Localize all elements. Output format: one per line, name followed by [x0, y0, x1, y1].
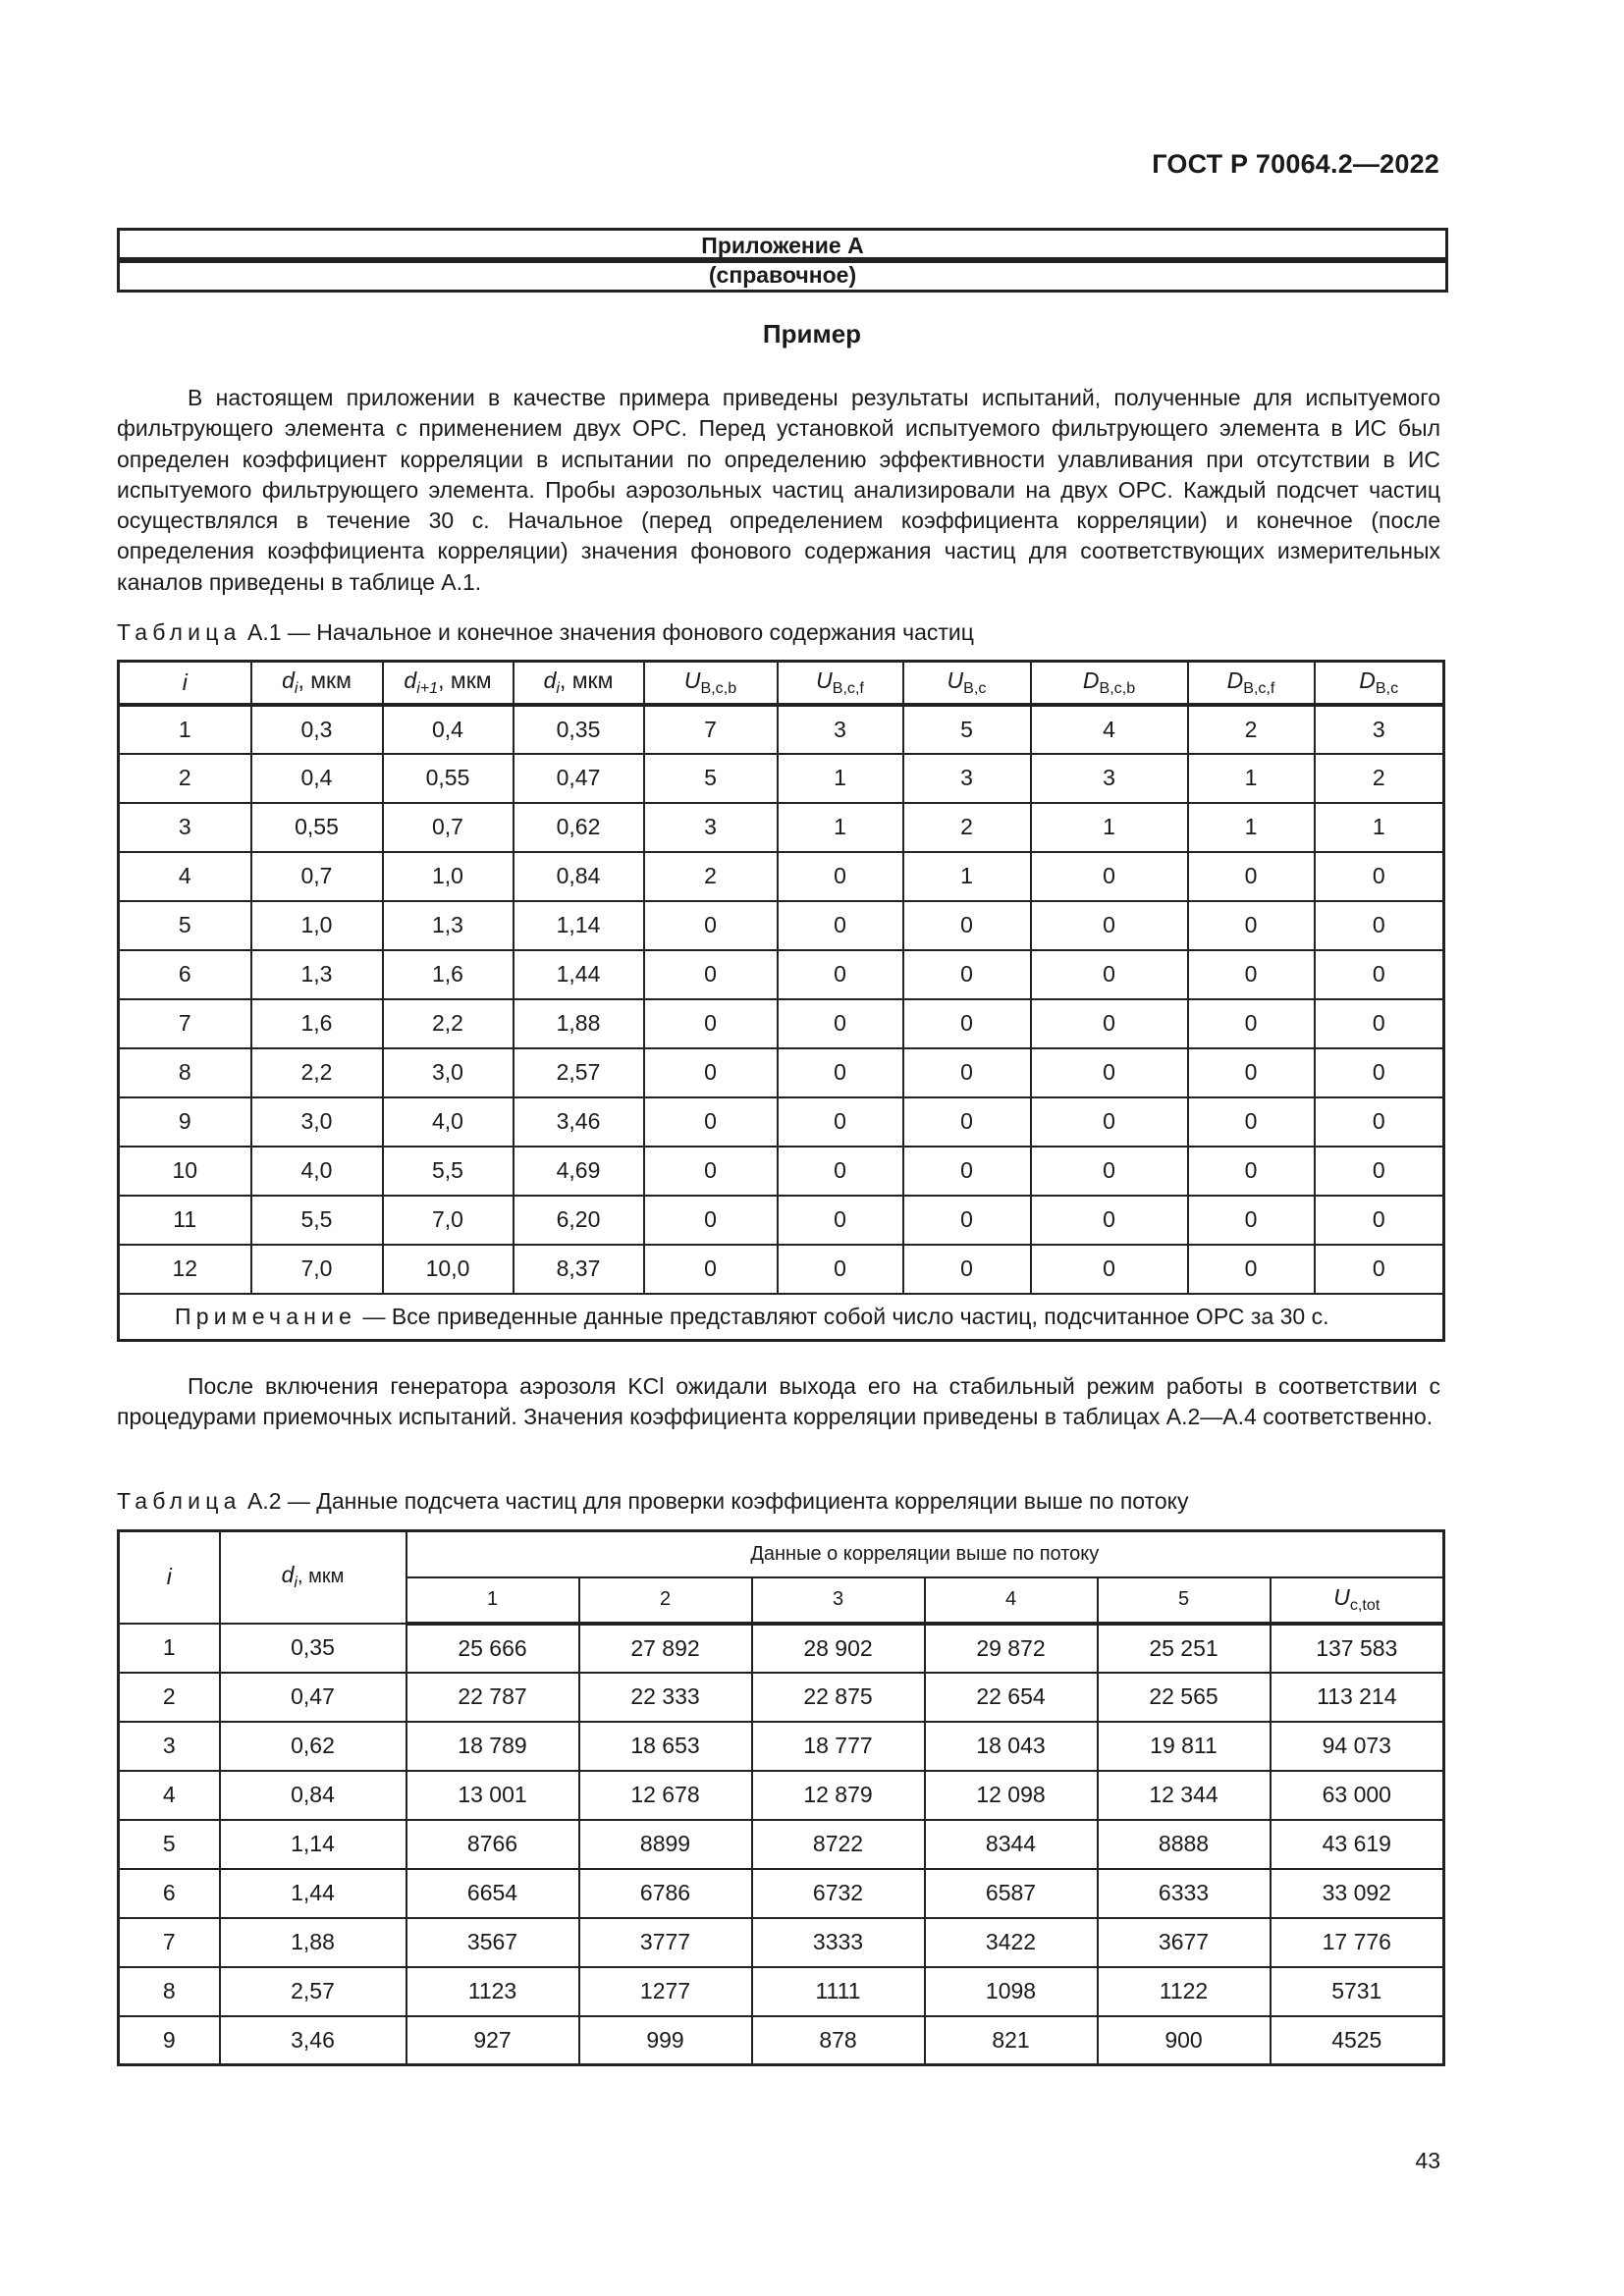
table2-cell: 4525 [1271, 2016, 1444, 2065]
table2-cell: 18 789 [406, 1722, 579, 1771]
table1-header-row [119, 662, 1444, 705]
table1-row [119, 852, 1444, 901]
table2-row [119, 1820, 1444, 1869]
table2-cell: 17 776 [1271, 1918, 1444, 1967]
table2-cell: 94 073 [1271, 1722, 1444, 1771]
table1-cell: 4 [119, 852, 251, 901]
table1-body [119, 705, 1444, 1341]
table1-cell: 0 [1188, 1147, 1315, 1196]
table2-cell: 8899 [579, 1820, 752, 1869]
table2-header-i: i [119, 1531, 220, 1624]
table1-cell: 2 [644, 852, 778, 901]
table2-cell: 0,62 [220, 1722, 406, 1771]
page-number: 43 [1415, 2148, 1440, 2173]
annex-subtitle: (справочное) [117, 257, 1448, 293]
table2-header-row-1 [119, 1531, 1444, 1577]
table2-cell: 27 892 [579, 1624, 752, 1673]
table1-cell: 6,20 [514, 1196, 644, 1245]
table2-cell: 1,14 [220, 1820, 406, 1869]
table1-header-d-bcb: $D_{B,c,b}$ [1031, 662, 1188, 705]
table1-row [119, 999, 1444, 1048]
table1-cell: 3,0 [251, 1097, 383, 1147]
table2-cell: 22 565 [1098, 1673, 1271, 1722]
table1-row [119, 754, 1444, 803]
table1-cell: 0,84 [514, 852, 644, 901]
table2-header-3: 3 [752, 1577, 925, 1624]
table2-cell: 6786 [579, 1869, 752, 1918]
table2-cell: 3777 [579, 1918, 752, 1967]
table1-row [119, 705, 1444, 754]
table2-body [119, 1624, 1444, 2065]
table-background-counts [117, 660, 1445, 1342]
table1-cell: 2,2 [383, 999, 514, 1048]
table2-header-4: 4 [925, 1577, 1098, 1624]
table2-cell: 25 666 [406, 1624, 579, 1673]
table1-cell: 0 [1031, 1196, 1188, 1245]
table1-cell: 3 [903, 754, 1031, 803]
table2-cell: 1 [119, 1624, 220, 1673]
table1-cell: 7 [119, 999, 251, 1048]
table1-row [119, 1147, 1444, 1196]
table1-cell: 2,2 [251, 1048, 383, 1097]
table2-cell: 18 777 [752, 1722, 925, 1771]
paragraph-generator: После включения генератора аэрозоля KCl ожидали выхода его на стабильный режим работы в соответствии с процедурами приемочных испытаний. Значения коэффициента корреляции приведены в таблицах А.2—А.4 соответственно. [117, 1373, 1440, 1430]
table1-caption [117, 617, 974, 647]
table1-header-d-mean: $d_i$, мкм [514, 662, 644, 705]
table2-cell: 3333 [752, 1918, 925, 1967]
table1-cell: 0 [1031, 852, 1188, 901]
table2-cell: 4 [119, 1771, 220, 1820]
table1-cell: 4,0 [251, 1147, 383, 1196]
table1-cell: 7 [644, 705, 778, 754]
table1-cell: 0 [1315, 1097, 1444, 1147]
table1-header-i: i [119, 662, 251, 705]
table2-cell: 28 902 [752, 1624, 925, 1673]
table-upstream-correlation [117, 1529, 1445, 2066]
table1-cell: 0 [1315, 852, 1444, 901]
table2-cell: 22 787 [406, 1673, 579, 1722]
table2-cell: 0,84 [220, 1771, 406, 1820]
table2-cell: 8888 [1098, 1820, 1271, 1869]
table1-header-d-bcf: $D_{B,c,f}$ [1188, 662, 1315, 705]
table1-cell: 0 [778, 1048, 903, 1097]
table2-cell: 3677 [1098, 1918, 1271, 1967]
table1-caption-text: А.1 — Начальное и конечное значения фонового содержания частиц [241, 619, 974, 645]
table2-cell: 6 [119, 1869, 220, 1918]
table1-note: Примечание — Все приведенные данные представляют собой число частиц, подсчитанное ОРС за 30 с. [119, 1294, 1444, 1341]
table1-cell: 4,0 [383, 1097, 514, 1147]
table1-cell: 0 [903, 1097, 1031, 1147]
table1-cell: 3,0 [383, 1048, 514, 1097]
table1-cell: 0 [1188, 999, 1315, 1048]
table1-cell: 5,5 [251, 1196, 383, 1245]
section-title: Пример [762, 319, 862, 348]
table2-cell: 22 654 [925, 1673, 1098, 1722]
table1-cell: 10 [119, 1147, 251, 1196]
table2-cell: 18 043 [925, 1722, 1098, 1771]
table1-cell: 1,44 [514, 950, 644, 999]
table1-cell: 1,6 [251, 999, 383, 1048]
table1-cell: 0 [1188, 901, 1315, 950]
table2-cell: 9 [119, 2016, 220, 2065]
table1-header-d-bc: $D_{B,c}$ [1315, 662, 1444, 705]
table1-cell: 1,0 [383, 852, 514, 901]
table1-cell: 6 [119, 950, 251, 999]
table1-cell: 1,88 [514, 999, 644, 1048]
table1-row [119, 1245, 1444, 1294]
table2-caption-text: А.2 — Данные подсчета частиц для проверки коэффициента корреляции выше по потоку [241, 1488, 1189, 1514]
table1-cell: 0,4 [383, 705, 514, 754]
table1-cell: 0 [903, 999, 1031, 1048]
table1-cell: 2 [903, 803, 1031, 852]
table1-cell: 0 [1315, 1196, 1444, 1245]
table1-cell: 1 [1188, 754, 1315, 803]
table1-cell: 3 [644, 803, 778, 852]
table1-cell: 0,7 [251, 852, 383, 901]
table1-cell: 7,0 [251, 1245, 383, 1294]
table2-cell: 12 344 [1098, 1771, 1271, 1820]
table2-cell: 927 [406, 2016, 579, 2065]
table2-cell: 1,44 [220, 1869, 406, 1918]
table1-cell: 0 [1315, 1048, 1444, 1097]
table1-cell: 0 [778, 950, 903, 999]
table1-cell: 0 [903, 950, 1031, 999]
table1-cell: 5 [644, 754, 778, 803]
table2-cell: 3422 [925, 1918, 1098, 1967]
table2-cell: 8722 [752, 1820, 925, 1869]
table1-cell: 0,55 [383, 754, 514, 803]
table1-header-d: $d_i$, мкм [251, 662, 383, 705]
table1-cell: 8,37 [514, 1245, 644, 1294]
table2-cell: 1123 [406, 1967, 579, 2016]
table1-cell: 0 [778, 1147, 903, 1196]
table1-cell: 1 [778, 803, 903, 852]
table2-cell: 6587 [925, 1869, 1098, 1918]
table1-cell: 3,46 [514, 1097, 644, 1147]
table2-cell: 6333 [1098, 1869, 1271, 1918]
table1-cell: 2 [119, 754, 251, 803]
table1-cell: 0 [1315, 999, 1444, 1048]
table2-cell: 878 [752, 2016, 925, 2065]
table1-cell: 0 [644, 1048, 778, 1097]
table2-row [119, 1673, 1444, 1722]
table1-cell: 0,7 [383, 803, 514, 852]
table1-cell: 0 [644, 1196, 778, 1245]
paragraph-intro: В настоящем приложении в качестве примера приведены результаты испытаний, полученные для испытуемого фильтрующего элемента с применением двух ОРС. Перед установкой испытуемого фильтрующего элемента в ИС был определен коэффициент корреляции в испытании по определению эффективности улавливания при отсутствии в ИС испытуемого фильтрующего элемента. Пробы аэрозольных частиц анализировали на двух ОРС. Каждый подсчет частиц осуществлялся в течение 30 с. Начальное (перед определением коэффициента корреляции) и конечное (после определения коэффициента корреляции) значения фонового содержания частиц для соответствующих измерительных каналов приведены в таблице А.1. [117, 385, 1440, 595]
table1-cell: 0 [1031, 1147, 1188, 1196]
table2-row [119, 1624, 1444, 1673]
table1-row [119, 1196, 1444, 1245]
table1-cell: 9 [119, 1097, 251, 1147]
table2-cell: 0,35 [220, 1624, 406, 1673]
table1-cell: 0 [778, 999, 903, 1048]
table2-cell: 0,47 [220, 1673, 406, 1722]
table1-cell: 3 [119, 803, 251, 852]
table2-cell: 1111 [752, 1967, 925, 2016]
table1-row [119, 1097, 1444, 1147]
table1-cell: 3 [778, 705, 903, 754]
table1-cell: 4 [1031, 705, 1188, 754]
table1-header-u-bc: $U_{B,c}$ [903, 662, 1031, 705]
table1-cell: 0 [1031, 1048, 1188, 1097]
table2-cell: 113 214 [1271, 1673, 1444, 1722]
table1-row [119, 901, 1444, 950]
table1-cell: 2 [1188, 705, 1315, 754]
annex-title: Приложение А [117, 228, 1448, 263]
table1-cell: 1 [119, 705, 251, 754]
table1-cell: 0,55 [251, 803, 383, 852]
table2-cell: 137 583 [1271, 1624, 1444, 1673]
standard-designation: ГОСТ Р 70064.2—2022 [1152, 149, 1439, 179]
table1-cell: 1,3 [251, 950, 383, 999]
table1-cell: 2,57 [514, 1048, 644, 1097]
table1-row [119, 950, 1444, 999]
table2-cell: 3 [119, 1722, 220, 1771]
table1-cell: 10,0 [383, 1245, 514, 1294]
table1-cell: 0 [778, 901, 903, 950]
table2-cell: 7 [119, 1918, 220, 1967]
table1-cell: 0,35 [514, 705, 644, 754]
table2-cell: 1,88 [220, 1918, 406, 1967]
table1-cell: 4,69 [514, 1147, 644, 1196]
table2-row [119, 1771, 1444, 1820]
table2-cell: 8 [119, 1967, 220, 2016]
table1-cell: 0 [1188, 1196, 1315, 1245]
table1-cell: 11 [119, 1196, 251, 1245]
table1-cell: 1 [778, 754, 903, 803]
table1-cell: 0,4 [251, 754, 383, 803]
table1-cell: 7,0 [383, 1196, 514, 1245]
table2-cell: 1098 [925, 1967, 1098, 2016]
table1-cell: 1,6 [383, 950, 514, 999]
table2-header-1: 1 [406, 1577, 579, 1624]
table1-cell: 12 [119, 1245, 251, 1294]
table1-cell: 0 [778, 852, 903, 901]
table2-cell: 25 251 [1098, 1624, 1271, 1673]
table1-caption-label: Таблица [117, 619, 242, 645]
table2-cell: 5731 [1271, 1967, 1444, 2016]
table1-cell: 0 [1315, 901, 1444, 950]
table1-cell: 3 [1315, 705, 1444, 754]
table2-cell: 12 678 [579, 1771, 752, 1820]
table1-header-d-next: $d_{i+1}$, мкм [383, 662, 514, 705]
table1-cell: 0 [1188, 852, 1315, 901]
table2-cell: 1277 [579, 1967, 752, 2016]
table1-cell: 0 [1315, 950, 1444, 999]
table2-cell: 12 098 [925, 1771, 1098, 1820]
table1-cell: 8 [119, 1048, 251, 1097]
table2-cell: 8344 [925, 1820, 1098, 1869]
table2-cell: 5 [119, 1820, 220, 1869]
table1-cell: 0 [778, 1245, 903, 1294]
table1-cell: 0 [1031, 901, 1188, 950]
table2-cell: 2,57 [220, 1967, 406, 2016]
table1-cell: 1 [1188, 803, 1315, 852]
table1-cell: 0 [778, 1097, 903, 1147]
table2-header-d: $d_i$, мкм [220, 1531, 406, 1624]
table1-cell: 0 [903, 1147, 1031, 1196]
table1-cell: 5 [119, 901, 251, 950]
table1-cell: 1 [903, 852, 1031, 901]
table1-cell: 1 [1031, 803, 1188, 852]
table2-caption [117, 1486, 1188, 1516]
table1-row [119, 803, 1444, 852]
table2-cell: 13 001 [406, 1771, 579, 1820]
table2-row [119, 2016, 1444, 2065]
table1-cell: 0 [644, 950, 778, 999]
table2-row [119, 1967, 1444, 2016]
table1-cell: 5 [903, 705, 1031, 754]
table1-cell: 0 [1315, 1245, 1444, 1294]
table2-row [119, 1918, 1444, 1967]
table1-cell: 0 [1188, 950, 1315, 999]
table2-header-5: 5 [1098, 1577, 1271, 1624]
table1-cell: 0 [903, 1245, 1031, 1294]
table1-cell: 1,0 [251, 901, 383, 950]
table1-cell: 0 [1188, 1097, 1315, 1147]
table1-header-u-bcb: $U_{B,c,b}$ [644, 662, 778, 705]
table1-cell: 0 [1031, 1245, 1188, 1294]
table2-cell: 821 [925, 2016, 1098, 2065]
table2-row [119, 1722, 1444, 1771]
table1-cell: 2 [1315, 754, 1444, 803]
table1-cell: 1 [1315, 803, 1444, 852]
table1-cell: 0 [644, 1097, 778, 1147]
table2-header-u-tot: $U_{c,tot}$ [1271, 1577, 1444, 1624]
table2-cell: 33 092 [1271, 1869, 1444, 1918]
table2-cell: 900 [1098, 2016, 1271, 2065]
table1-cell: 0 [903, 1048, 1031, 1097]
table1-cell: 0 [644, 1245, 778, 1294]
table1-cell: 0,47 [514, 754, 644, 803]
table2-cell: 6732 [752, 1869, 925, 1918]
table1-cell: 0 [644, 999, 778, 1048]
table2-cell: 8766 [406, 1820, 579, 1869]
table1-cell: 0 [1188, 1245, 1315, 1294]
table1-cell: 0 [903, 901, 1031, 950]
table1-cell: 0 [644, 901, 778, 950]
table1-cell: 0,62 [514, 803, 644, 852]
table2-cell: 22 875 [752, 1673, 925, 1722]
table1-cell: 0 [903, 1196, 1031, 1245]
table2-cell: 3,46 [220, 2016, 406, 2065]
table1-header-u-bcf: $U_{B,c,f}$ [778, 662, 903, 705]
table2-cell: 63 000 [1271, 1771, 1444, 1820]
table1-cell: 1,14 [514, 901, 644, 950]
table2-cell: 999 [579, 2016, 752, 2065]
table2-cell: 19 811 [1098, 1722, 1271, 1771]
table2-cell: 18 653 [579, 1722, 752, 1771]
table1-cell: 0 [1031, 1097, 1188, 1147]
table1-row [119, 1048, 1444, 1097]
table2-cell: 43 619 [1271, 1820, 1444, 1869]
table2-header-group: Данные о корреляции выше по потоку [406, 1531, 1444, 1577]
table1-cell: 1,3 [383, 901, 514, 950]
table1-cell: 0 [1188, 1048, 1315, 1097]
table2-row [119, 1869, 1444, 1918]
table2-header-2: 2 [579, 1577, 752, 1624]
table2-cell: 22 333 [579, 1673, 752, 1722]
table1-cell: 0 [778, 1196, 903, 1245]
table1-cell: 0 [644, 1147, 778, 1196]
table2-cell: 12 879 [752, 1771, 925, 1820]
table2-cell: 3567 [406, 1918, 579, 1967]
table2-cell: 1122 [1098, 1967, 1271, 2016]
table2-caption-label: Таблица [117, 1488, 242, 1514]
table1-cell: 0,3 [251, 705, 383, 754]
table1-cell: 0 [1031, 950, 1188, 999]
table1-cell: 0 [1031, 999, 1188, 1048]
table2-cell: 2 [119, 1673, 220, 1722]
table1-cell: 5,5 [383, 1147, 514, 1196]
table1-cell: 0 [1315, 1147, 1444, 1196]
table1-note-row [119, 1294, 1444, 1341]
table2-cell: 6654 [406, 1869, 579, 1918]
table2-cell: 29 872 [925, 1624, 1098, 1673]
table1-cell: 3 [1031, 754, 1188, 803]
